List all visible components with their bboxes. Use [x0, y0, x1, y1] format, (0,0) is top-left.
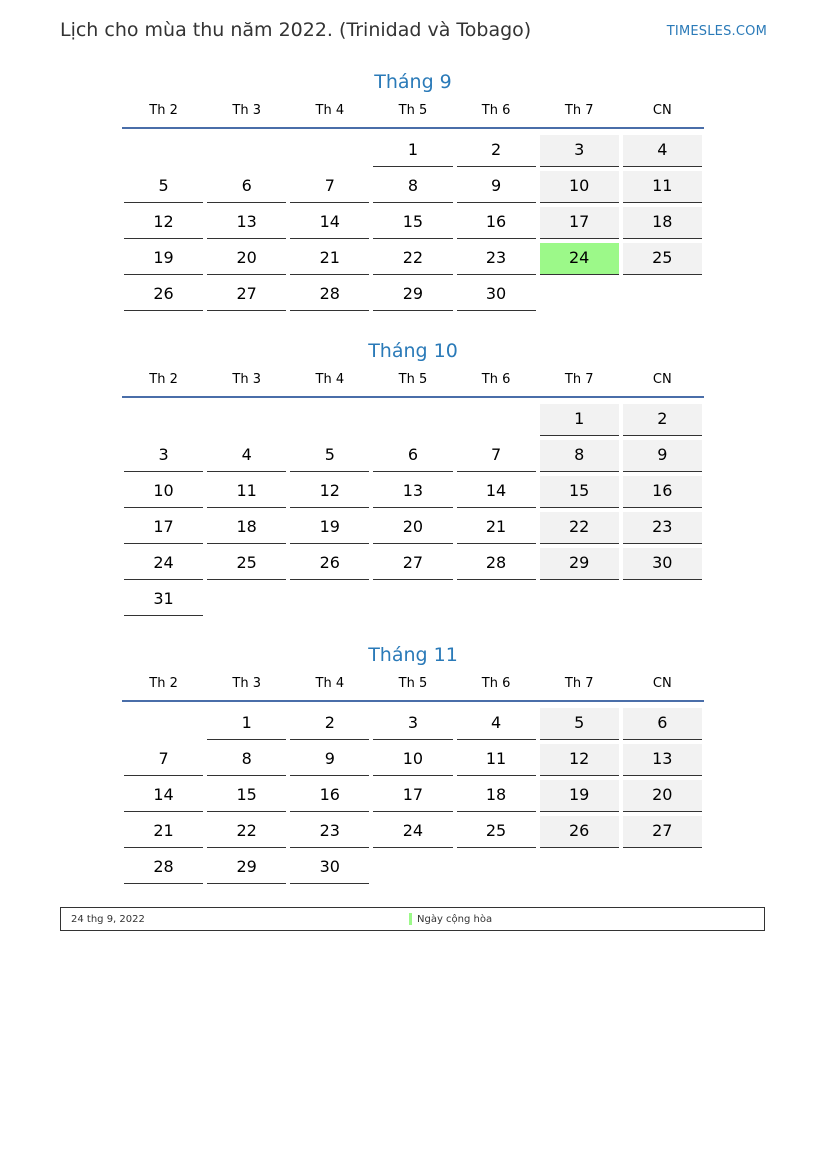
- day-cell: [621, 814, 704, 850]
- day-cell: [455, 474, 538, 510]
- day-cell: [122, 778, 205, 814]
- day-cell: [205, 438, 288, 474]
- day-number: 30: [623, 548, 702, 580]
- day-cell: [371, 241, 454, 277]
- empty-day-cell: [122, 133, 205, 169]
- day-number: 24: [124, 548, 203, 580]
- day-number: 25: [207, 548, 286, 580]
- day-number: 22: [540, 512, 619, 544]
- day-number: 18: [623, 207, 702, 239]
- day-cell: [205, 778, 288, 814]
- day-number: 1: [373, 135, 452, 167]
- day-cell: [538, 546, 621, 582]
- day-number: 18: [207, 512, 286, 544]
- day-number: 11: [623, 171, 702, 203]
- day-cell: [288, 850, 371, 886]
- day-number: 8: [540, 440, 619, 472]
- day-cell: [288, 706, 371, 742]
- weekday-header: [122, 672, 704, 702]
- legend-holiday-name: Ngày cộng hòa: [417, 914, 493, 925]
- day-cell: [122, 850, 205, 886]
- day-cell: [455, 205, 538, 241]
- day-number: 3: [124, 440, 203, 472]
- weekday-label: CN: [652, 103, 672, 118]
- day-number: 8: [373, 171, 452, 203]
- day-number: 2: [457, 135, 536, 167]
- day-number: 5: [290, 440, 369, 472]
- day-number: 14: [457, 476, 536, 508]
- day-number: 10: [540, 171, 619, 203]
- day-grid: [122, 706, 704, 886]
- day-cell: [371, 510, 454, 546]
- day-number: 7: [124, 744, 203, 776]
- day-number: 12: [540, 744, 619, 776]
- day-cell: [371, 474, 454, 510]
- day-number: 4: [457, 708, 536, 740]
- day-cell: [205, 510, 288, 546]
- day-number: 30: [290, 852, 369, 884]
- day-cell: [371, 205, 454, 241]
- day-cell: [288, 474, 371, 510]
- day-number: 10: [124, 476, 203, 508]
- day-cell: [288, 169, 371, 205]
- weekday-label: Th 4: [315, 372, 345, 387]
- month-november: [122, 640, 704, 886]
- day-number: 15: [540, 476, 619, 508]
- weekday-label: Th 7: [564, 103, 594, 118]
- empty-day-cell: [122, 402, 205, 438]
- weekday-label: Th 2: [149, 103, 178, 118]
- day-cell: [288, 742, 371, 778]
- day-number: 26: [540, 816, 619, 848]
- day-cell: [455, 742, 538, 778]
- day-number: 17: [373, 780, 452, 812]
- day-number: 28: [290, 279, 369, 311]
- day-cell: [455, 438, 538, 474]
- page-title: Lịch cho mùa thu năm 2022. (Trinidad và Tobago): [60, 19, 532, 41]
- day-cell: [205, 474, 288, 510]
- day-number: 5: [124, 171, 203, 203]
- day-cell: [538, 438, 621, 474]
- day-cell: [621, 474, 704, 510]
- weekday-label: Th 5: [398, 372, 428, 387]
- day-cell: [205, 205, 288, 241]
- day-number: 2: [623, 404, 702, 436]
- day-number: 6: [373, 440, 452, 472]
- day-cell: [205, 706, 288, 742]
- day-cell: [621, 241, 704, 277]
- day-number: 3: [373, 708, 452, 740]
- day-number: 11: [457, 744, 536, 776]
- holiday-day-cell: [538, 241, 621, 277]
- empty-day-cell: [455, 402, 538, 438]
- day-cell: [288, 546, 371, 582]
- day-cell: [288, 205, 371, 241]
- day-cell: [455, 241, 538, 277]
- day-cell: [455, 169, 538, 205]
- day-number: 13: [623, 744, 702, 776]
- day-cell: [371, 742, 454, 778]
- day-number: 24: [540, 243, 619, 275]
- day-number: 23: [290, 816, 369, 848]
- weekday-label: Th 5: [398, 676, 428, 691]
- day-cell: [455, 546, 538, 582]
- day-cell: [288, 778, 371, 814]
- day-number: 16: [290, 780, 369, 812]
- month-september: [122, 67, 704, 313]
- day-number: 28: [124, 852, 203, 884]
- day-cell: [371, 277, 454, 313]
- day-cell: [371, 706, 454, 742]
- day-number: 1: [540, 404, 619, 436]
- day-cell: [621, 205, 704, 241]
- day-cell: [122, 438, 205, 474]
- day-number: 25: [457, 816, 536, 848]
- day-cell: [288, 241, 371, 277]
- day-number: 23: [623, 512, 702, 544]
- day-number: 8: [207, 744, 286, 776]
- weekday-label: Th 3: [232, 372, 261, 387]
- day-number: 20: [373, 512, 452, 544]
- day-grid: [122, 133, 704, 313]
- day-cell: [122, 582, 205, 618]
- day-cell: [538, 510, 621, 546]
- day-number: 13: [207, 207, 286, 239]
- day-cell: [122, 241, 205, 277]
- day-number: 19: [540, 780, 619, 812]
- day-cell: [288, 438, 371, 474]
- day-cell: [538, 205, 621, 241]
- day-cell: [288, 277, 371, 313]
- day-cell: [538, 742, 621, 778]
- day-cell: [205, 169, 288, 205]
- day-cell: [538, 706, 621, 742]
- day-number: 14: [290, 207, 369, 239]
- day-cell: [621, 169, 704, 205]
- day-number: 4: [207, 440, 286, 472]
- day-number: 30: [457, 279, 536, 311]
- empty-day-cell: [288, 402, 371, 438]
- day-cell: [205, 241, 288, 277]
- day-cell: [538, 402, 621, 438]
- day-number: 15: [373, 207, 452, 239]
- day-number: 6: [623, 708, 702, 740]
- day-cell: [122, 546, 205, 582]
- day-number: 21: [290, 243, 369, 275]
- day-number: 7: [457, 440, 536, 472]
- day-number: 13: [373, 476, 452, 508]
- empty-day-cell: [122, 706, 205, 742]
- weekday-label: Th 5: [398, 103, 428, 118]
- weekday-label: CN: [652, 372, 672, 387]
- day-cell: [288, 510, 371, 546]
- day-number: 17: [124, 512, 203, 544]
- day-number: 27: [623, 816, 702, 848]
- weekday-header: [122, 368, 704, 398]
- day-number: 27: [373, 548, 452, 580]
- day-cell: [205, 850, 288, 886]
- day-number: 22: [207, 816, 286, 848]
- weekday-label: Th 6: [481, 103, 511, 118]
- weekday-label: Th 3: [232, 103, 261, 118]
- day-cell: [122, 814, 205, 850]
- day-cell: [205, 546, 288, 582]
- weekday-label: Th 2: [149, 676, 178, 691]
- day-number: 19: [290, 512, 369, 544]
- day-number: 18: [457, 780, 536, 812]
- weekday-label: CN: [652, 676, 672, 691]
- day-cell: [538, 474, 621, 510]
- day-cell: [122, 474, 205, 510]
- day-number: 24: [373, 816, 452, 848]
- day-cell: [122, 510, 205, 546]
- day-number: 12: [290, 476, 369, 508]
- month-title: Tháng 11: [368, 644, 458, 666]
- day-cell: [455, 778, 538, 814]
- day-cell: [455, 277, 538, 313]
- day-cell: [538, 169, 621, 205]
- day-cell: [288, 814, 371, 850]
- day-number: 19: [124, 243, 203, 275]
- legend-color-mark: [409, 913, 412, 925]
- day-cell: [205, 742, 288, 778]
- weekday-label: Th 6: [481, 676, 511, 691]
- day-cell: [371, 438, 454, 474]
- empty-day-cell: [205, 402, 288, 438]
- month-title: Tháng 10: [368, 340, 458, 362]
- day-cell: [538, 814, 621, 850]
- day-number: 11: [207, 476, 286, 508]
- day-number: 12: [124, 207, 203, 239]
- day-cell: [621, 133, 704, 169]
- day-number: 16: [623, 476, 702, 508]
- day-number: 6: [207, 171, 286, 203]
- day-cell: [538, 133, 621, 169]
- day-cell: [621, 438, 704, 474]
- weekday-label: Th 4: [315, 676, 345, 691]
- day-number: 28: [457, 548, 536, 580]
- weekday-label: Th 6: [481, 372, 511, 387]
- day-cell: [455, 706, 538, 742]
- day-cell: [621, 546, 704, 582]
- day-cell: [621, 778, 704, 814]
- day-cell: [205, 814, 288, 850]
- day-number: 22: [373, 243, 452, 275]
- day-cell: [122, 205, 205, 241]
- day-number: 25: [623, 243, 702, 275]
- month-october: [122, 336, 704, 618]
- day-number: 7: [290, 171, 369, 203]
- day-number: 3: [540, 135, 619, 167]
- day-number: 21: [457, 512, 536, 544]
- day-cell: [538, 778, 621, 814]
- day-number: 29: [207, 852, 286, 884]
- weekday-header: [122, 99, 704, 129]
- day-number: 5: [540, 708, 619, 740]
- day-number: 17: [540, 207, 619, 239]
- day-cell: [455, 814, 538, 850]
- day-number: 15: [207, 780, 286, 812]
- weekday-label: Th 7: [564, 372, 594, 387]
- day-number: 9: [290, 744, 369, 776]
- day-number: 26: [290, 548, 369, 580]
- weekday-label: Th 2: [149, 372, 178, 387]
- day-cell: [371, 814, 454, 850]
- day-cell: [455, 510, 538, 546]
- day-number: 1: [207, 708, 286, 740]
- day-grid: [122, 402, 704, 618]
- day-cell: [371, 133, 454, 169]
- day-cell: [122, 742, 205, 778]
- day-number: 14: [124, 780, 203, 812]
- weekday-label: Th 7: [564, 676, 594, 691]
- day-cell: [122, 277, 205, 313]
- legend-date: 24 thg 9, 2022: [71, 914, 145, 925]
- weekday-label: Th 3: [232, 676, 261, 691]
- day-cell: [455, 133, 538, 169]
- day-number: 27: [207, 279, 286, 311]
- day-number: 20: [207, 243, 286, 275]
- day-cell: [621, 706, 704, 742]
- holiday-legend: [60, 907, 765, 931]
- day-cell: [205, 277, 288, 313]
- day-number: 9: [457, 171, 536, 203]
- day-number: 16: [457, 207, 536, 239]
- day-number: 29: [540, 548, 619, 580]
- day-number: 20: [623, 780, 702, 812]
- day-cell: [122, 169, 205, 205]
- day-number: 2: [290, 708, 369, 740]
- day-number: 29: [373, 279, 452, 311]
- day-number: 9: [623, 440, 702, 472]
- empty-day-cell: [371, 402, 454, 438]
- day-number: 4: [623, 135, 702, 167]
- day-cell: [371, 169, 454, 205]
- empty-day-cell: [205, 133, 288, 169]
- site-link[interactable]: TIMESLES.COM: [666, 24, 767, 39]
- day-cell: [621, 742, 704, 778]
- weekday-label: Th 4: [315, 103, 345, 118]
- day-cell: [621, 510, 704, 546]
- empty-day-cell: [288, 133, 371, 169]
- day-cell: [621, 402, 704, 438]
- day-cell: [371, 778, 454, 814]
- month-title: Tháng 9: [374, 71, 452, 93]
- day-number: 26: [124, 279, 203, 311]
- day-number: 10: [373, 744, 452, 776]
- day-number: 21: [124, 816, 203, 848]
- day-number: 23: [457, 243, 536, 275]
- day-cell: [371, 546, 454, 582]
- day-number: 31: [124, 584, 203, 616]
